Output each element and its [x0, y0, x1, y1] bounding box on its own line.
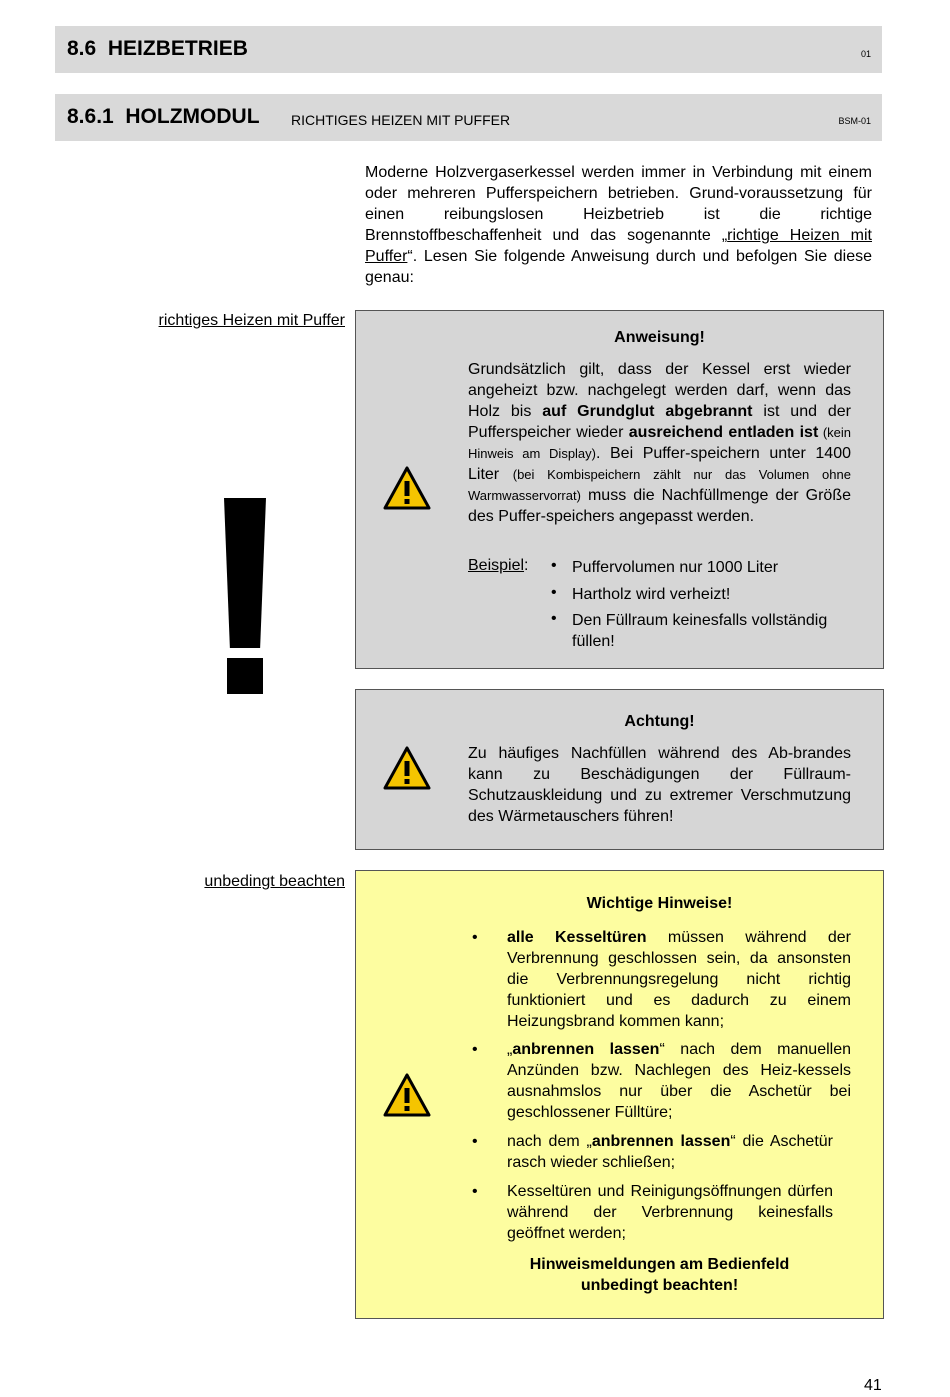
section-header — [55, 26, 882, 73]
caution-text: Zu häufiges Nachfüllen während des Ab-brandes kann zu Beschädigungen der Füllraum-Schutzauskleidung und zu extremer Verschmutzung des Wärmetauschers führen! — [468, 745, 851, 825]
caution-box — [355, 689, 884, 850]
subsection-code: BSM-01 — [838, 116, 871, 126]
example-label: Beispiel: — [468, 557, 529, 574]
instruction-title: Anweisung! — [614, 329, 705, 346]
notes-footer: Hinweismeldungen am Bedienfeld unbedingt beachten! — [529, 1256, 790, 1294]
section-code: 01 — [860, 49, 871, 59]
intro-link-text: richtige Heizen mit Puffer — [365, 227, 872, 265]
warning-triangle-icon — [383, 466, 431, 510]
page-number: 41 — [864, 1377, 882, 1394]
instruction-box: Anweisung! Grundsätzlich gilt, dass der Kessel erst wieder angeheizt bzw. nachgelegt werden darf, wenn das Holz bis auf Grundglut abgebrannt ist und der Pufferspeicher wieder ausreichend entladen ist (kein Hinweis am Display). Bei Puffer-speichern unter 1400 Liter (bei Kombispeichern zählt nur das Volumen ohne Warmwasservorrat) muss die Nachfüllmenge der Größe des Puffer-speichers angepasst werden. Beispiel: • Puffervolumen nur 1000 Liter • Hartholz wird verheizt! • Den Füllraum keinesfalls vollständig füllen! — [355, 310, 884, 669]
caution-title: Achtung! — [624, 713, 695, 730]
exclamation-mark-icon — [222, 498, 268, 696]
warning-triangle-icon — [383, 1073, 431, 1117]
instruction-text: Grundsätzlich gilt, dass der Kessel erst wieder angeheizt bzw. nachgelegt werden darf, wenn das Holz bis auf Grundglut abgebrannt ist und der Pufferspeicher wieder ausreichend entladen ist (kein Hinweis am Display). Bei Puffer-speichern unter 1400 Liter (bei Kombispeichern zählt nur das Volumen ohne Warmwasservorrat) muss die Nachfüllmenge der Größe des Puffer-speichers angepasst werden. — [468, 361, 852, 525]
subsection-subtitle: RICHTIGES HEIZEN MIT PUFFER — [291, 112, 511, 128]
section-title: 8.6 HEIZBETRIEB — [67, 37, 248, 60]
subsection-header — [55, 94, 882, 141]
intro-paragraph: Moderne Holzvergaserkessel werden immer in Verbindung mit einem oder mehreren Pufferspeichern betrieben. Grund-voraussetzung für einen reibungslosen Heizbetrieb ist die richtige Brennstoffbeschaffenheit und das sogenannte „richtige Heizen mit Puffer“. Lesen Sie folgende Anweisung durch und befolgen Sie diese genau: — [365, 164, 872, 286]
subsection-title: 8.6.1 HOLZMODUL — [67, 105, 260, 128]
margin-note-puffer: richtiges Heizen mit Puffer — [158, 312, 345, 329]
margin-note-beachten: unbedingt beachten — [204, 873, 345, 890]
important-notes-box: Wichtige Hinweise! • alle Kesseltüren müssen während der Verbrennung geschlossen sein, da ansonsten die Verbrennungsregelung nicht richtig funktioniert und es dadurch zu einem Heizungsbrand kommen kann; • „anbrennen lassen“ nach dem manuellen Anzünden bzw. Nachlegen des Heiz-kessels ausnahmslos nur über die Aschetür bei geschlossener Fülltüre; • nach dem „anbrennen lassen“ die Aschetür rasch wieder schließen; • Kesseltüren und Reinigungsöffnungen dürfen während der Verbrennung keinesfalls geöffnet werden; Hinweismeldungen am Bedienfeld unbedingt beachten! — [355, 870, 884, 1319]
warning-triangle-icon — [383, 746, 431, 790]
notes-title: Wichtige Hinweise! — [586, 895, 733, 912]
